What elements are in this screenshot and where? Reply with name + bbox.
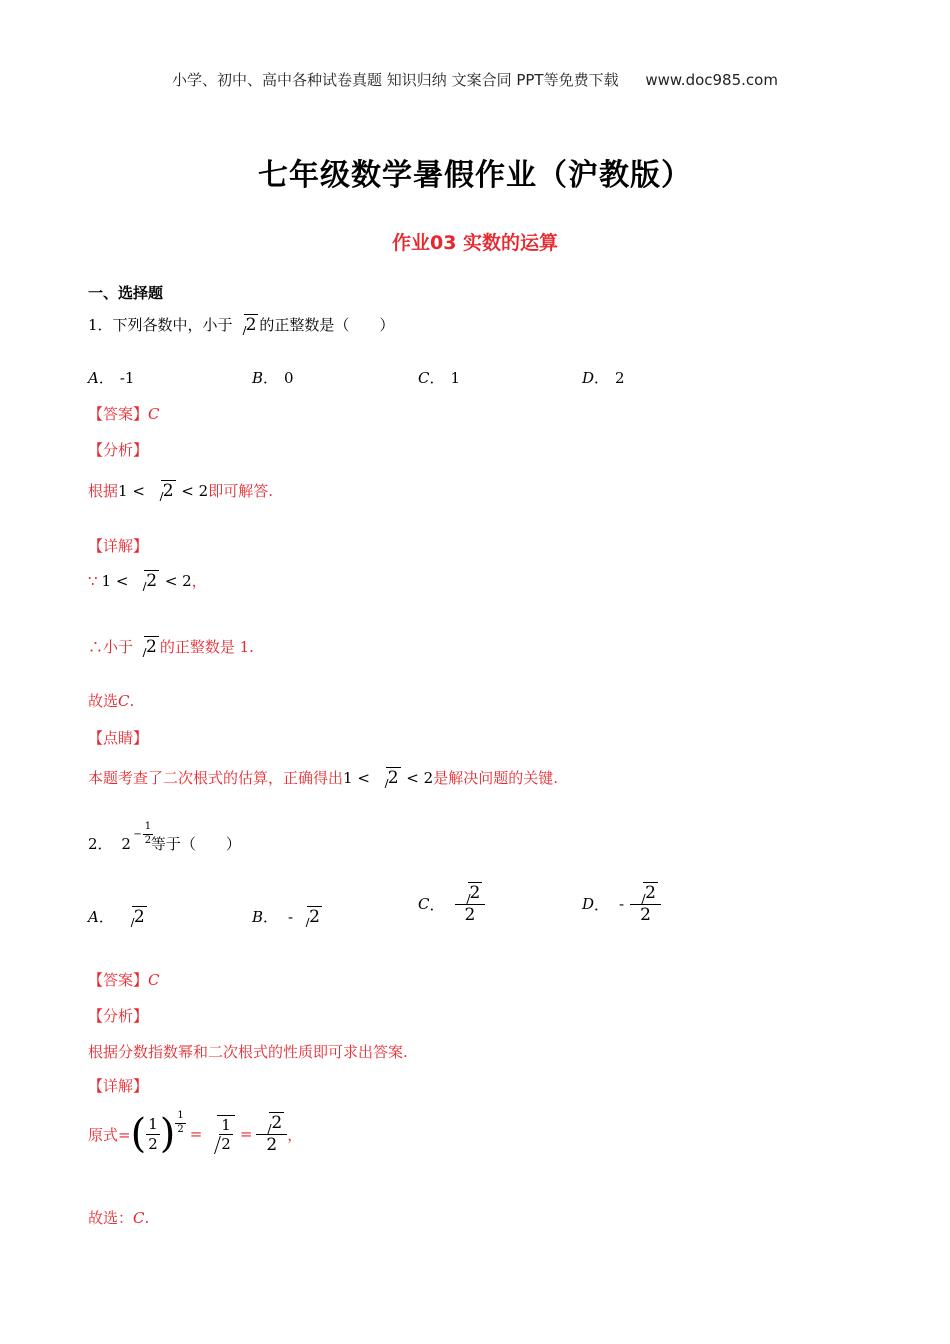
q1-point-tag: 【点睛】 bbox=[88, 729, 149, 747]
q1-point: 本题考查了二次根式的估算，正确得出1 < 2 < 2是解决问题的关键. bbox=[88, 768, 558, 788]
q1-analysis-tag: 【分析】 bbox=[88, 441, 149, 459]
q1-detail-because: ∵ 1 < 2 < 2， bbox=[88, 571, 207, 591]
page-header bbox=[0, 69, 950, 90]
q1-detail-therefore: ∴小于 2 的正整数是 1. bbox=[88, 637, 254, 657]
q1-analysis: 根据1 < 2 < 2即可解答. bbox=[88, 481, 273, 501]
q1-number: 1． bbox=[88, 316, 113, 334]
q1-detail-tag: 【详解】 bbox=[88, 537, 149, 555]
q2-option-c: C ． $\frac{2}{2}$ bbox=[418, 882, 485, 927]
header-text: 小学、初中、高中各种试卷真题 知识归纳 文案合同 PPT等免费下载 bbox=[172, 71, 619, 89]
q2-stem: 2． 2 − $\frac{1}{2}$ 等于（ ） bbox=[88, 821, 241, 853]
section-heading: 一、选择题 bbox=[88, 284, 164, 302]
q1-choose: 故选C. bbox=[88, 692, 135, 710]
q2-detail-tag: 【详解】 bbox=[88, 1077, 149, 1095]
q1-stem-before: 下列各数中，小于 bbox=[112, 316, 233, 334]
q1-option-a: A． -1 bbox=[88, 369, 135, 387]
q2-option-b: B． - 2 bbox=[252, 907, 320, 927]
q1-sqrt: 2 bbox=[234, 314, 259, 335]
q2-choose: 故选：C. bbox=[88, 1209, 150, 1227]
header-url[interactable]: www.doc985.com bbox=[645, 71, 778, 89]
q2-power: 2 − $\frac{1}{2}$ bbox=[121, 821, 152, 853]
document-subtitle: 作业03 实数的运算 bbox=[391, 232, 559, 254]
q2-number: 2． bbox=[88, 835, 113, 853]
q1-option-c: C． 1 bbox=[418, 369, 461, 387]
q1-stem-after: 的正整数是（ ） bbox=[259, 316, 395, 334]
q2-answer: 【答案】C bbox=[88, 971, 160, 989]
q1-option-b: B． 0 bbox=[252, 369, 294, 387]
q2-option-d: D ． - $\frac{2}{2}$ bbox=[582, 882, 661, 927]
q1-stem bbox=[88, 314, 394, 335]
q2-option-a: A． 2 bbox=[88, 907, 145, 927]
q2-analysis-tag: 【分析】 bbox=[88, 1007, 149, 1025]
q1-option-d: D． 2 bbox=[582, 369, 625, 387]
q1-answer: 【答案】C bbox=[88, 405, 160, 423]
document-title: 七年级数学暑假作业（沪教版） bbox=[258, 158, 692, 193]
q2-detail-formula: 原式= ( $\frac{1}{2}$ ) $\frac{1}{2}$ = $\frac{1}{2}$ = $\frac{2}{2}$ ， bbox=[88, 1110, 303, 1158]
q2-analysis: 根据分数指数幂和二次根式的性质即可求出答案. bbox=[88, 1043, 408, 1061]
